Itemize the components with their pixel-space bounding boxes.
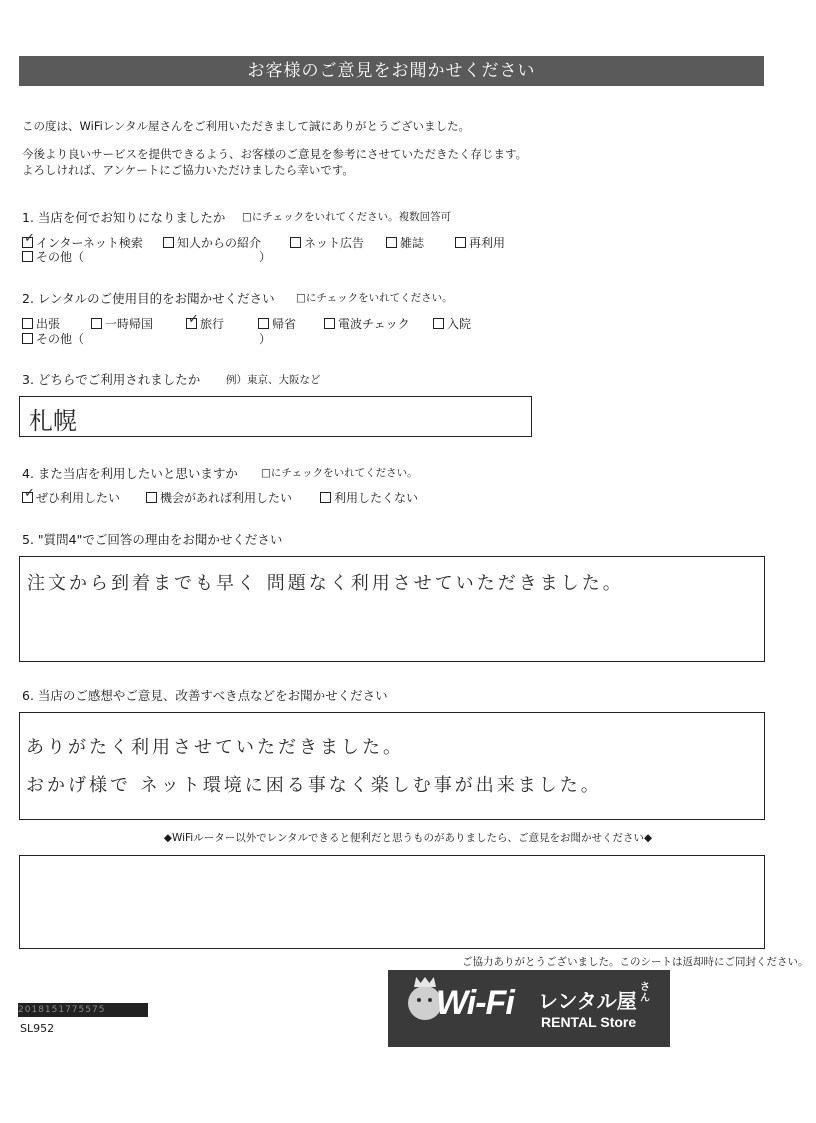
q1-option-referral[interactable]: 知人からの紹介 bbox=[163, 234, 261, 251]
q3-answer-box[interactable] bbox=[19, 396, 532, 437]
q4-title: 4. また当店を利用したいと思いますか bbox=[22, 466, 238, 481]
checkbox[interactable] bbox=[22, 486, 35, 503]
q2-other-close: ） bbox=[259, 332, 272, 346]
logo-san-text: さん bbox=[640, 982, 650, 1004]
q4-option-if-chance[interactable]: 機会があれば利用したい bbox=[146, 489, 292, 506]
q2-option-hospital[interactable]: 入院 bbox=[433, 315, 471, 332]
q6-answer-box[interactable] bbox=[19, 712, 765, 820]
checkbox[interactable] bbox=[146, 492, 157, 503]
q1-option-search[interactable]: ✓ インターネット検索 bbox=[24, 231, 143, 250]
mascot-eye-left bbox=[417, 998, 421, 1002]
logo-wifi-text: Wi-Fi bbox=[436, 984, 514, 1022]
logo-en-text: RENTAL Store bbox=[541, 1014, 637, 1030]
q2-option-travel[interactable]: ✓ 旅行 bbox=[188, 312, 225, 331]
q7-title: ◆WiFiルーター以外でレンタルできると便利だと思うものがありましたら、ご意見をお聞かせください◆ bbox=[163, 832, 653, 844]
footer-thanks: ご協力ありがとうございました。このシートは返却時にご同封ください。 bbox=[462, 956, 809, 968]
check-mark-icon: ✓ bbox=[24, 486, 35, 501]
q2-option-return-home[interactable]: 一時帰国 bbox=[91, 315, 153, 332]
q1-other-close: ） bbox=[259, 250, 272, 264]
q3-title: 3. どちらでご利用されましたか bbox=[22, 372, 201, 387]
q4-option-no[interactable]: 利用したくない bbox=[320, 489, 418, 506]
checkbox[interactable] bbox=[433, 318, 444, 329]
q6-answer-line-1: ありがたく利用させていただきました。 bbox=[26, 737, 404, 758]
q4-option-definitely[interactable]: ✓ ぜひ利用したい bbox=[24, 486, 121, 505]
crown-icon bbox=[414, 977, 436, 987]
q1-option-other[interactable]: その他（ bbox=[22, 248, 84, 265]
brand-logo bbox=[388, 970, 670, 1047]
checkbox[interactable] bbox=[324, 318, 335, 329]
q3-answer: 札幌 bbox=[29, 407, 77, 435]
q2-option-homecoming[interactable]: 帰省 bbox=[258, 315, 296, 332]
q2-option-signal-check[interactable]: 電波チェック bbox=[324, 315, 410, 332]
q1-title: 1. 当店を何でお知りになりましたか bbox=[22, 210, 226, 225]
q3-note: 例）東京、大阪など bbox=[226, 374, 321, 386]
q2-note: □にチェックをいれてください。 bbox=[296, 292, 453, 304]
q7-answer-box[interactable] bbox=[19, 855, 765, 949]
q5-answer: 注文から到着までも早く 問題なく利用させていただきました。 bbox=[27, 573, 624, 594]
q5-answer-box[interactable] bbox=[19, 556, 765, 662]
q1-option-magazine[interactable]: 雑誌 bbox=[386, 234, 424, 251]
q1-option-reuse[interactable]: 再利用 bbox=[455, 234, 505, 251]
checkbox[interactable] bbox=[22, 318, 33, 329]
q5-title: 5. "質問4"でご回答の理由をお聞かせください bbox=[22, 532, 283, 547]
checkbox[interactable] bbox=[22, 231, 35, 248]
checkbox[interactable] bbox=[386, 237, 397, 248]
q2-option-other[interactable]: その他（ bbox=[22, 330, 84, 347]
checkbox[interactable] bbox=[455, 237, 466, 248]
page-title: お客様のご意見をお聞かせください bbox=[19, 56, 764, 86]
checkbox[interactable] bbox=[22, 251, 33, 262]
q1-option-ad[interactable]: ネット広告 bbox=[290, 234, 364, 251]
q2-option-business[interactable]: 出張 bbox=[22, 315, 60, 332]
checkbox[interactable] bbox=[22, 333, 33, 344]
checkbox[interactable] bbox=[186, 312, 199, 329]
intro-line-3: よろしければ、アンケートにご協力いただけましたら幸いです。 bbox=[22, 163, 354, 177]
barcode: 2018151775575 bbox=[18, 1003, 148, 1017]
check-mark-icon: ✓ bbox=[188, 312, 199, 327]
mascot-eye-right bbox=[428, 998, 432, 1002]
checkbox[interactable] bbox=[320, 492, 331, 503]
q6-answer-line-2: おかげ様で ネット環境に困る事なく楽しむ事が出来ました。 bbox=[26, 775, 602, 796]
intro-line-1: この度は、WiFiレンタル屋さんをご利用いただきまして誠にありがとうございました。 bbox=[22, 119, 471, 133]
checkbox[interactable] bbox=[258, 318, 269, 329]
q1-note: □にチェックをいれてください。複数回答可 bbox=[242, 211, 452, 223]
checkbox[interactable] bbox=[290, 237, 301, 248]
checkbox[interactable] bbox=[91, 318, 102, 329]
q6-title: 6. 当店のご感想やご意見、改善すべき点などをお聞かせください bbox=[22, 688, 388, 703]
checkbox[interactable] bbox=[163, 237, 174, 248]
intro-line-2: 今後より良いサービスを提供できるよう、お客様のご意見を参考にさせていただきたく存じます。 bbox=[22, 147, 528, 161]
sheet-code: SL952 bbox=[20, 1022, 55, 1035]
q2-title: 2. レンタルのご使用目的をお聞かせください bbox=[22, 291, 275, 306]
check-mark-icon: ✓ bbox=[24, 231, 35, 246]
logo-jp-text: レンタル屋 bbox=[538, 989, 637, 1013]
q4-note: □にチェックをいれてください。 bbox=[261, 467, 418, 479]
